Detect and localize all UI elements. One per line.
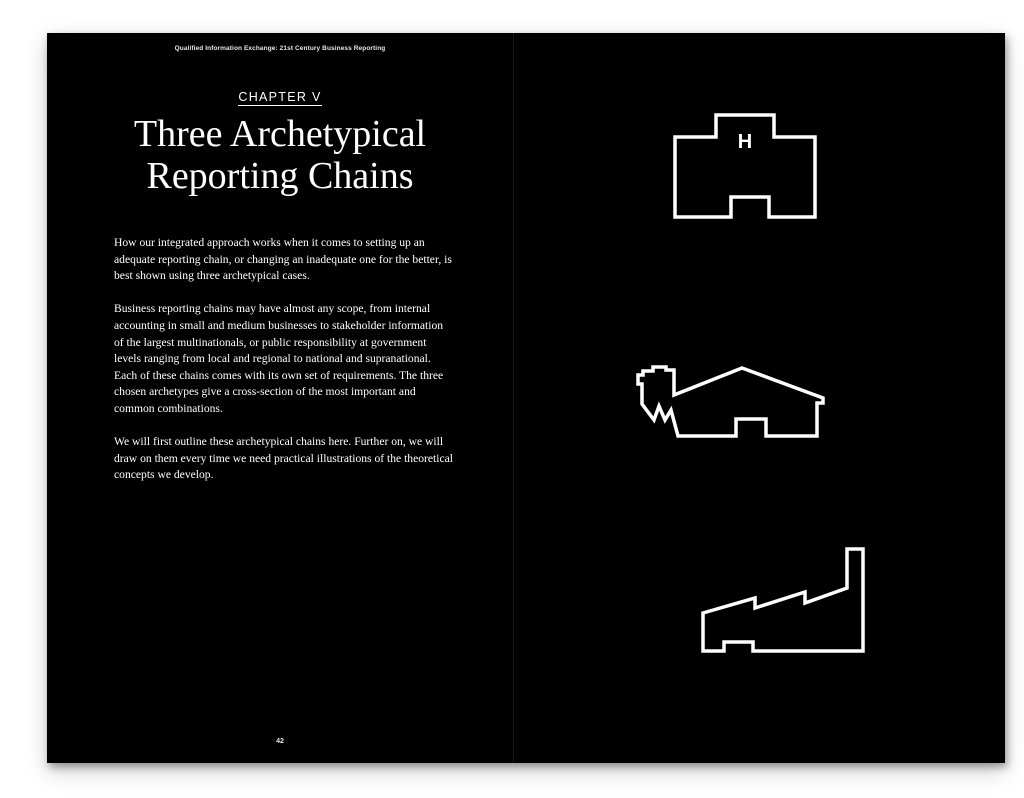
farm-building-icon (637, 366, 827, 438)
body-text (114, 235, 454, 501)
chapter-label-text: CHAPTER V (238, 90, 322, 104)
hospital-building-icon (673, 113, 819, 221)
chapter-label (47, 88, 513, 106)
book-spread (47, 33, 1005, 763)
right-page (514, 33, 1005, 763)
paragraph-1: How our integrated approach works when it comes to setting up an adequate reporting chain, or changing an inadequate one for the better, is best shown using three archetypical cases. (114, 236, 452, 283)
hospital-label: H (737, 131, 753, 153)
chapter-title (47, 113, 513, 197)
running-head: Qualified Information Exchange: 21st Century Business Reporting (174, 45, 386, 52)
factory-building-icon (699, 548, 869, 654)
paragraph-3: We will first outline these archetypical chains here. Further on, we will draw on them every time we need practical illustrations of the theoretical concepts we develop. (114, 435, 453, 482)
page-number: 42 (276, 738, 284, 745)
chapter-title-line-1: Three Archetypical (133, 113, 427, 155)
paragraph-2: Business reporting chains may have almost any scope, from internal accounting in small and medium businesses to stakeholder information of the largest multinationals, or public responsibility at government levels ranging from local and regional to national and supranational. Each of these chains comes with its own set of requirements. The three chosen archetypes give a cross-section of the most important and common combinations. (114, 302, 444, 415)
chapter-title-line-2: Reporting Chains (146, 155, 414, 197)
left-page (47, 33, 513, 763)
